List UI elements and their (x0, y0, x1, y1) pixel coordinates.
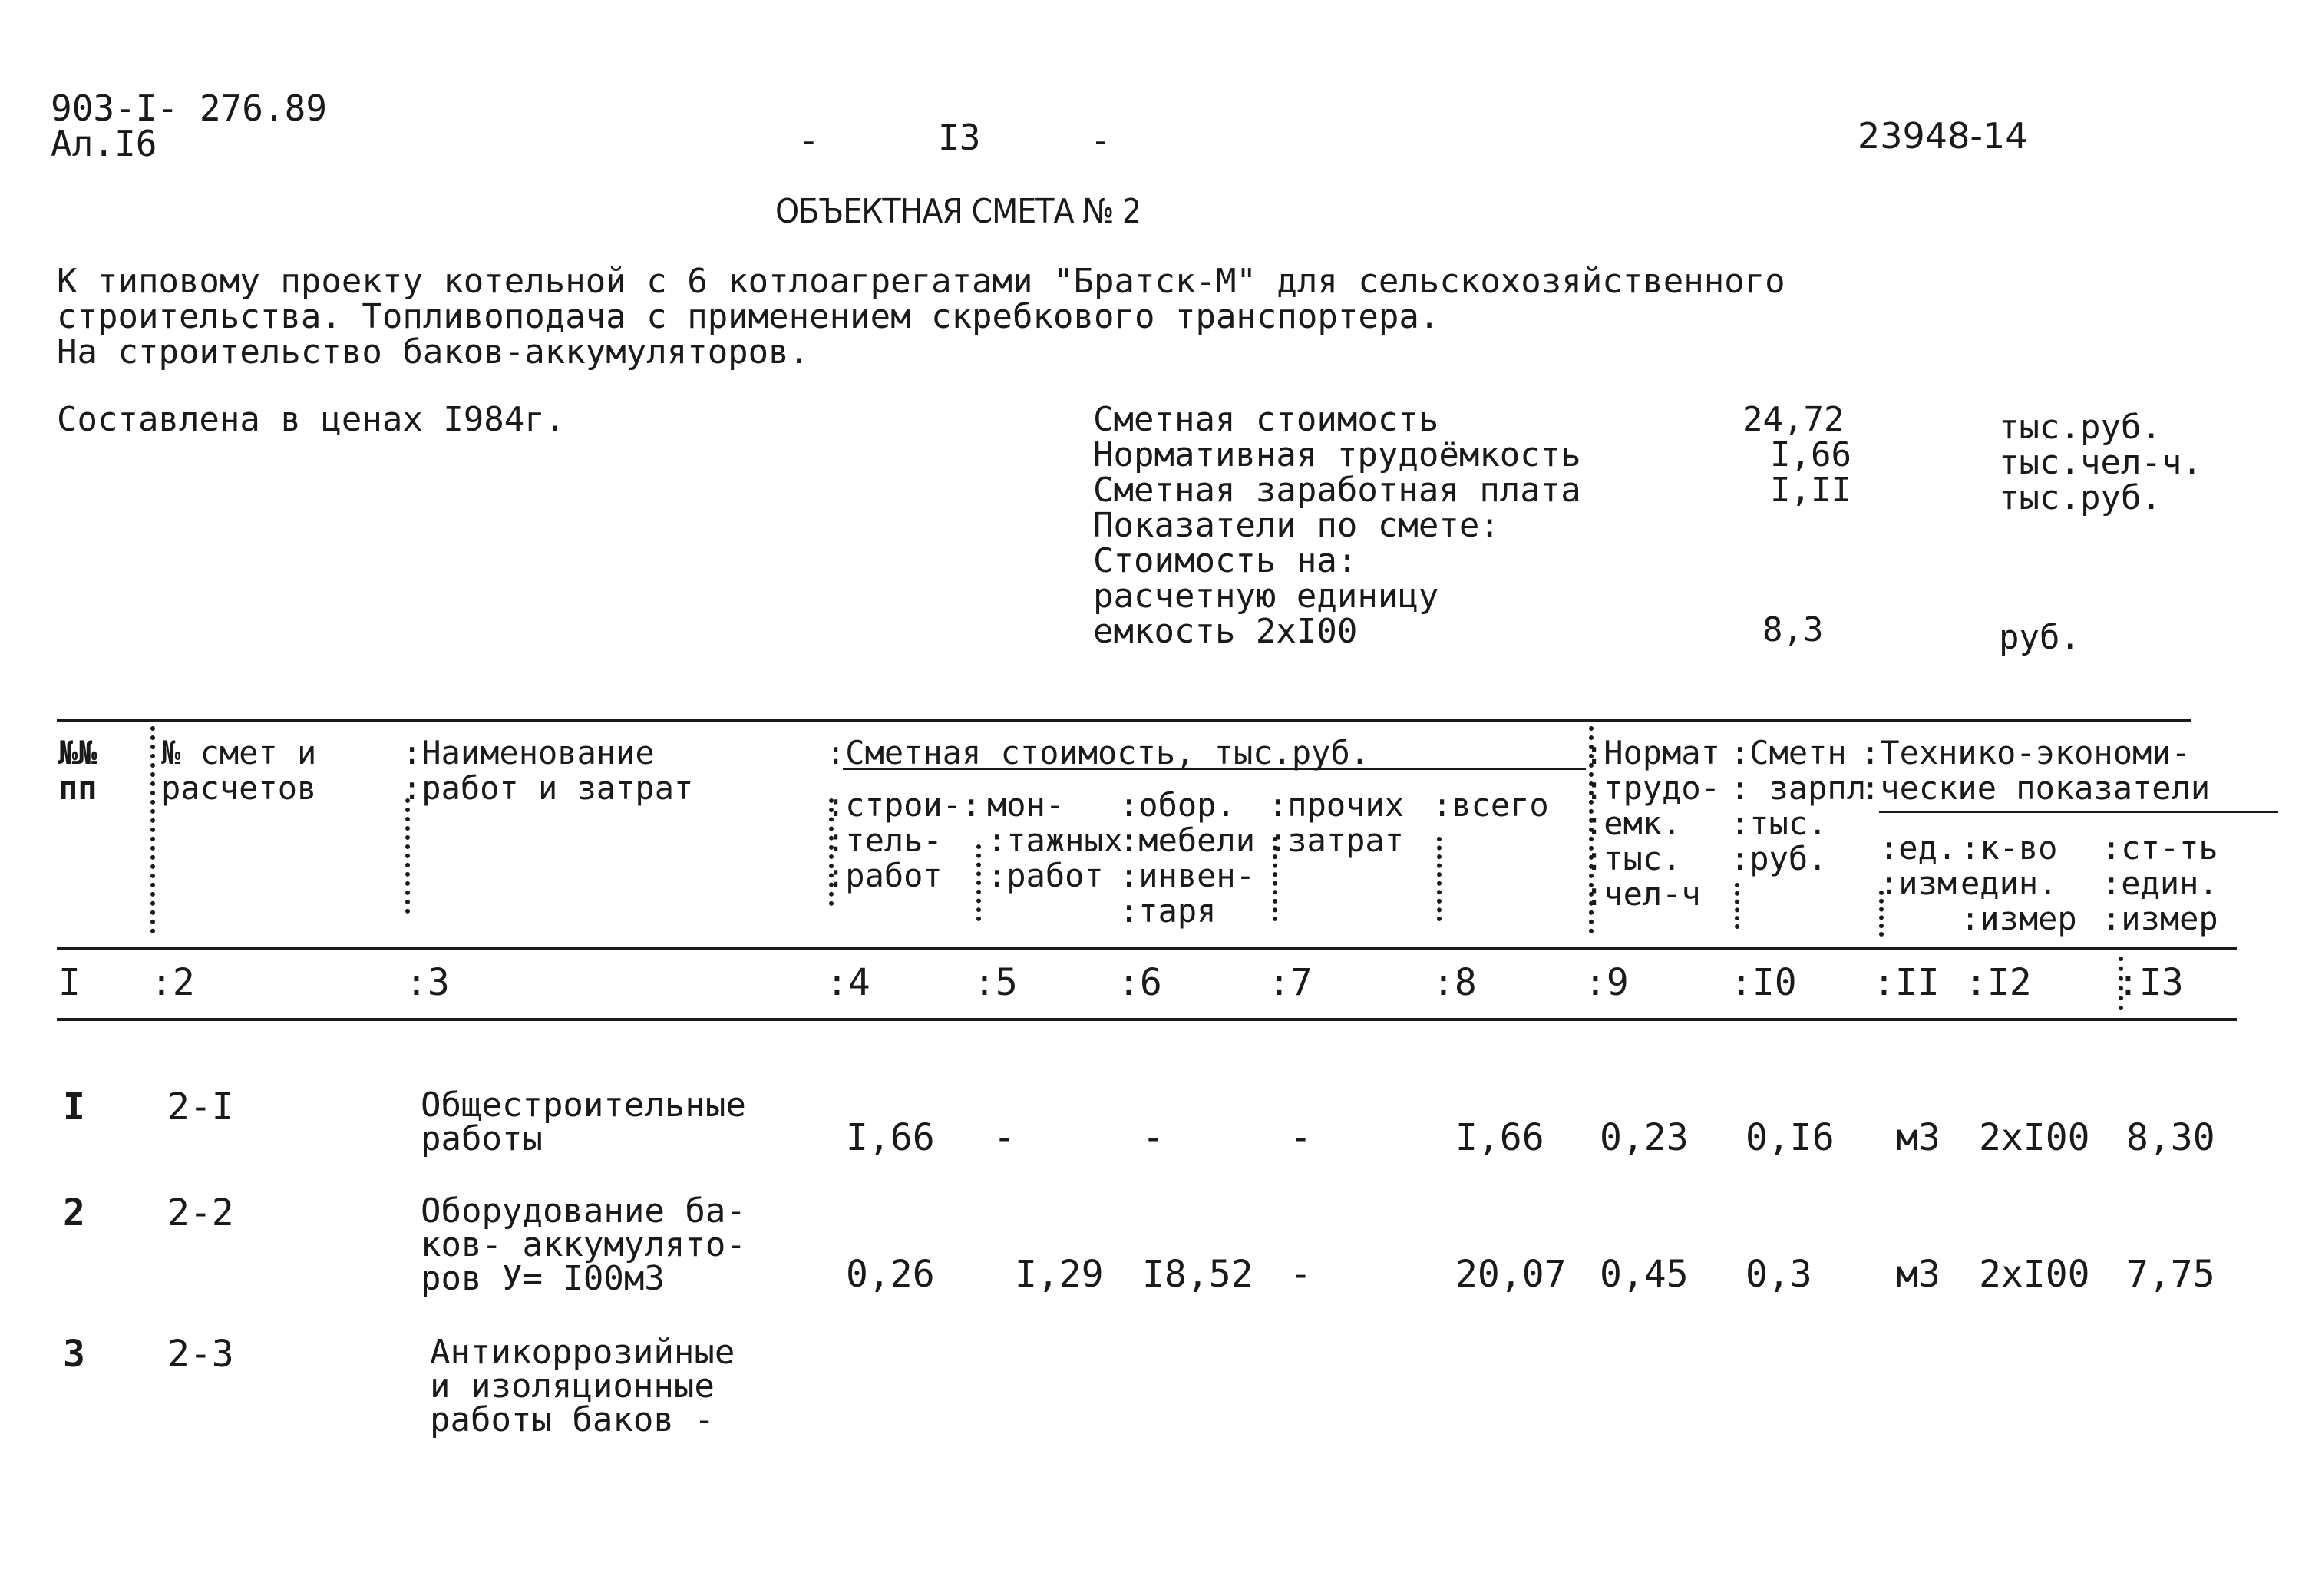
col-header-name: :Наименование :работ и затрат (402, 734, 694, 807)
col-header-tep-group: :Технико-экономи- :ческие показатели (1861, 734, 2211, 807)
col-number: :6 (1118, 961, 1162, 1004)
row-name: Оборудование ба- ков- аккумулято- ров У= I00м3 (421, 1191, 746, 1298)
row-equipment: I8,52 (1142, 1253, 1253, 1296)
col-header-wage: :Сметн : зарпл :тыс. :руб. (1730, 734, 1867, 877)
col-header-other: :прочих :затрат (1268, 786, 1405, 859)
page-dash-left: - (798, 120, 820, 161)
col-separator (1735, 883, 1739, 929)
row-other: - (1290, 1116, 1312, 1159)
row-unit-cost: 8,30 (2126, 1116, 2215, 1159)
row-estimate: 2-3 (167, 1333, 234, 1376)
row-wage: 0,3 (1746, 1253, 1812, 1296)
page-dash-right: - (1090, 120, 1111, 161)
col-number: :3 (405, 961, 450, 1004)
col-header-installation: мон- :тажных :работ (987, 786, 1124, 894)
col-separator (1437, 837, 1442, 921)
price-basis: Составлена в ценах I984г. (57, 400, 566, 439)
header-bottom-rule (57, 947, 2237, 950)
col-number: :I0 (1730, 961, 1797, 1004)
row-qty: 2хI00 (1979, 1116, 2090, 1159)
row-wage: 0,I6 (1746, 1116, 1835, 1159)
col-header-labor: :Нормат :трудо- :емк. :тыс. :чел-ч (1584, 734, 1721, 913)
document-code: 903-I- 276.89 (51, 88, 328, 129)
row-estimate: 2-I (167, 1085, 234, 1128)
row-total: I,66 (1455, 1116, 1544, 1159)
col-header-cost-group: :Сметная стоимость, тыс.руб. (826, 734, 1370, 772)
row-labor: 0,45 (1600, 1253, 1689, 1296)
col-number: :II (1873, 961, 1940, 1004)
tep-group-rule (1879, 811, 2278, 813)
row-estimate: 2-2 (167, 1191, 234, 1234)
col-number: :4 (826, 961, 870, 1004)
col-header-number: №№ пп (58, 734, 97, 807)
col-number: :7 (1268, 961, 1313, 1004)
table-top-rule (57, 719, 2191, 722)
col-number: :I3 (2117, 961, 2184, 1004)
row-equipment: - (1142, 1116, 1164, 1159)
summary-labels: Сметная стоимость Нормативная трудоёмкость Сметная заработная плата Показатели по смете: Стоимость на: расчетную единицу емкость 2хI00 (1093, 400, 1581, 651)
row-unit: м3 (1896, 1116, 1940, 1159)
col-header-equipment: :обор. :мебели :инвен- :таря (1119, 786, 1256, 930)
row-number: I (63, 1085, 85, 1128)
intro-text: К типовому проекту котельной с 6 котлоагрегатами "Братск-М" для сельскохозяйственного строительства. Топливоподача с применением скребкового транспортера. На строительство баков-аккумуляторов. (57, 262, 1785, 372)
summary-labor-value: I,66 (1770, 435, 1851, 474)
col-separator (405, 798, 410, 914)
row-construction: I,66 (846, 1116, 935, 1159)
row-installation: I,29 (1015, 1253, 1104, 1296)
sheet-number: Ал.I6 (51, 123, 157, 164)
row-unit-cost: 7,75 (2126, 1253, 2215, 1296)
col-header-total: :всего (1432, 786, 1549, 824)
col-number: I (58, 961, 81, 1004)
col-header-construction: :строи-: :тель- :работ (826, 786, 982, 894)
row-other: - (1290, 1253, 1312, 1296)
registration-number: 23948-14 (1858, 115, 2028, 157)
row-unit: м3 (1896, 1253, 1940, 1296)
col-number: :2 (150, 961, 195, 1004)
col-number: :5 (973, 961, 1018, 1004)
row-qty: 2хI00 (1979, 1253, 2090, 1296)
col-header-qty: :к-во един. :измер (1960, 829, 2077, 937)
page-title: ОБЪЕКТНАЯ СМЕТА № 2 (775, 192, 1141, 231)
col-header-unit-cost: :ст-ть :един. :измер (2102, 829, 2218, 937)
row-total: 20,07 (1455, 1253, 1567, 1296)
row-number: 3 (63, 1333, 85, 1376)
summary-cost-unit: тыс.руб. (1999, 408, 2162, 447)
summary-unit-cost-unit: руб. (1999, 618, 2080, 657)
col-number: :I2 (1965, 961, 2032, 1004)
row-labor: 0,23 (1600, 1116, 1689, 1159)
col-number: :8 (1432, 961, 1477, 1004)
row-name: Антикоррозийные и изоляционные работы баков - (430, 1333, 735, 1439)
summary-labor-unit: тыс.чел-ч. (1999, 443, 2202, 482)
summary-wage-value: I,II (1770, 471, 1851, 510)
summary-unit-cost-value: 8,3 (1762, 610, 1824, 649)
col-separator (150, 726, 155, 933)
col-numbers-rule (57, 1018, 2237, 1021)
row-installation: - (993, 1116, 1016, 1159)
page-number: I3 (938, 117, 981, 158)
row-number: 2 (63, 1191, 85, 1234)
row-construction: 0,26 (846, 1253, 935, 1296)
col-header-unit: :ед. :изм (1879, 829, 1957, 902)
col-number: :9 (1584, 961, 1629, 1004)
summary-wage-unit: тыс.руб. (1999, 478, 2162, 517)
summary-cost-value: 24,72 (1742, 400, 1845, 439)
row-name: Общестроительные работы (421, 1085, 746, 1158)
col-header-estimate: № смет и расчетов (161, 734, 317, 807)
